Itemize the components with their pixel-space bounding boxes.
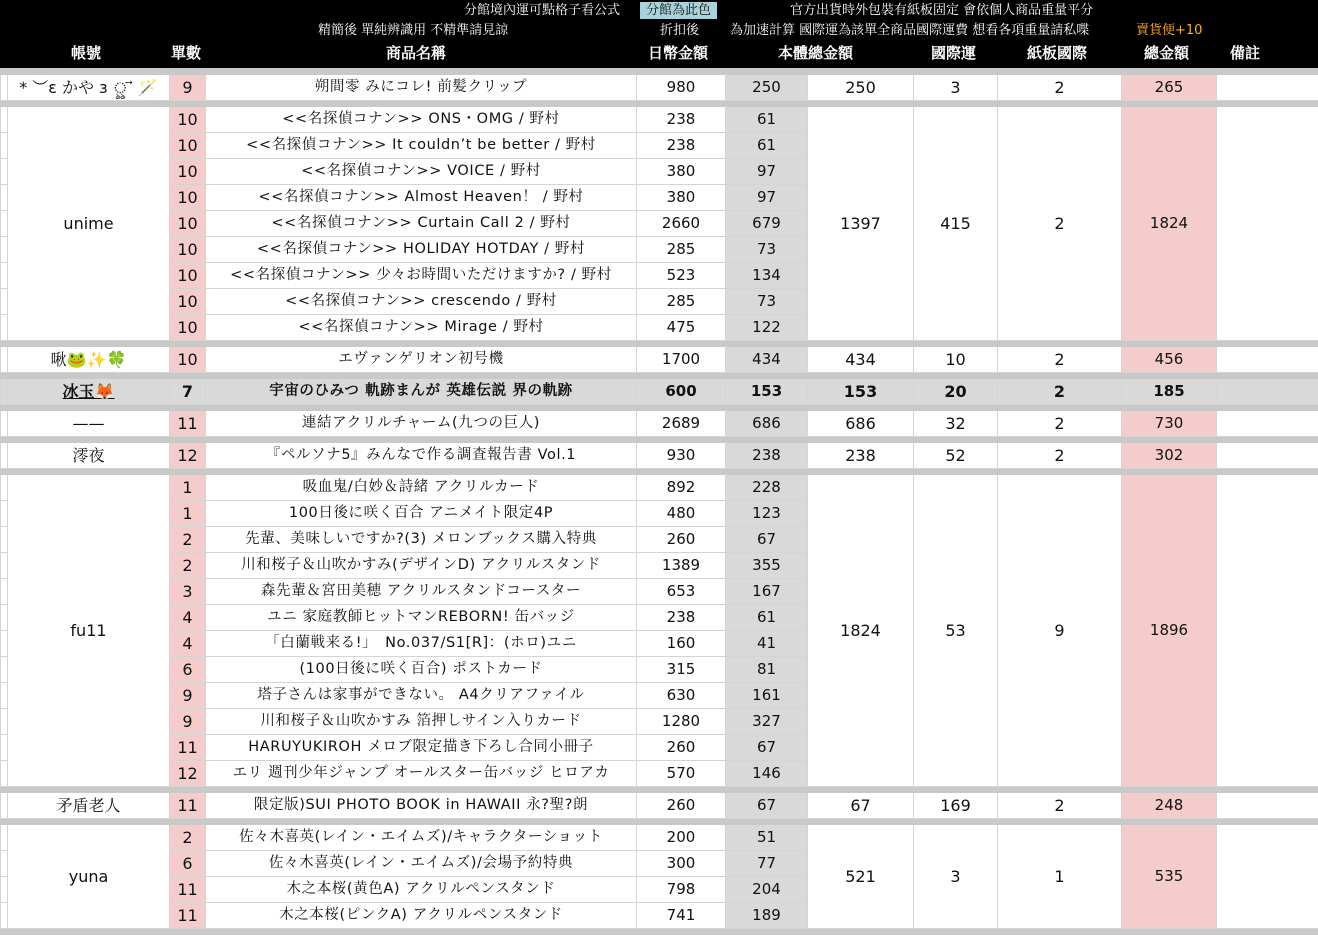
- group-separator: [1, 929, 1318, 935]
- account-name: * ︶ε かや з ৣ ⃗ 🪄: [19, 78, 158, 97]
- item-price-cell[interactable]: 355: [726, 553, 808, 579]
- item-price-cell[interactable]: 167: [726, 579, 808, 605]
- total-amount-cell[interactable]: 302: [1122, 443, 1217, 469]
- row-edge-cell[interactable]: [1, 793, 8, 819]
- body-total-cell[interactable]: 153: [808, 379, 914, 405]
- order-count-cell[interactable]: 11: [170, 411, 206, 437]
- item-price-cell[interactable]: 122: [726, 315, 808, 341]
- total-amount-cell[interactable]: 456: [1122, 347, 1217, 373]
- product-name-cell[interactable]: 100日後に咲く百合 アニメイト限定4P: [206, 501, 637, 527]
- intl-shipping-cell[interactable]: 415: [914, 107, 998, 341]
- jpy-amount-cell[interactable]: 260: [637, 735, 726, 761]
- row-edge-cell[interactable]: [1, 443, 8, 469]
- jpy-amount-cell[interactable]: 160: [637, 631, 726, 657]
- product-name-cell[interactable]: 川和桜子＆山吹かすみ 箔押しサイン入りカード: [206, 709, 637, 735]
- account-cell[interactable]: [8, 475, 170, 787]
- jpy-amount-cell[interactable]: 380: [637, 185, 726, 211]
- product-name-cell[interactable]: 吸血鬼/白妙＆詩緒 アクリルカード: [206, 475, 637, 501]
- jpy-amount-cell[interactable]: 300: [637, 851, 726, 877]
- intl-shipping-cell[interactable]: 10: [914, 347, 998, 373]
- account-cell[interactable]: [8, 411, 170, 437]
- order-count-cell[interactable]: 11: [170, 793, 206, 819]
- jpy-amount-cell[interactable]: 260: [637, 793, 726, 819]
- body-total-cell[interactable]: 250: [808, 75, 914, 101]
- body-total-cell[interactable]: 686: [808, 411, 914, 437]
- product-name-cell[interactable]: 川和桜子＆山吹かすみ(デザインD) アクリルスタンド: [206, 553, 637, 579]
- item-price-cell[interactable]: 73: [726, 289, 808, 315]
- intl-shipping-cell[interactable]: 53: [914, 475, 998, 787]
- item-price-cell[interactable]: 77: [726, 851, 808, 877]
- order-count-cell[interactable]: 9: [170, 75, 206, 101]
- jpy-amount-cell[interactable]: 480: [637, 501, 726, 527]
- account-cell[interactable]: [8, 825, 170, 929]
- order-count-cell[interactable]: 12: [170, 443, 206, 469]
- row-edge-cell[interactable]: [1, 75, 8, 101]
- row-edge-cell[interactable]: [1, 185, 8, 211]
- jpy-amount-cell[interactable]: 285: [637, 289, 726, 315]
- item-price-cell[interactable]: 97: [726, 185, 808, 211]
- row-edge-cell[interactable]: [1, 347, 8, 373]
- total-amount-cell[interactable]: 265: [1122, 75, 1217, 101]
- spreadsheet-grid[interactable]: [0, 68, 1318, 935]
- product-name-cell[interactable]: エリ 週刊少年ジャンプ オールスター缶バッジ ヒロアカ: [206, 761, 637, 787]
- item-price-cell[interactable]: 204: [726, 877, 808, 903]
- account-cell[interactable]: [8, 75, 170, 101]
- note-cell[interactable]: [1217, 379, 1318, 405]
- total-amount-cell[interactable]: 1896: [1122, 475, 1217, 787]
- product-name-cell[interactable]: 佐々木喜英(レイン・エイムズ)/会場予約特典: [206, 851, 637, 877]
- col-header-intl[interactable]: 國際運: [931, 46, 976, 61]
- row-edge-cell[interactable]: [1, 527, 8, 553]
- table-row: [1, 825, 1318, 851]
- board-shipping-cell[interactable]: 2: [998, 75, 1122, 101]
- product-name-cell[interactable]: 連結アクリルチャーム(九つの巨人): [206, 411, 637, 437]
- row-edge-cell[interactable]: [1, 475, 8, 501]
- product-name-cell[interactable]: 木之本桜(ピンクA) アクリルペンスタンド: [206, 903, 637, 929]
- item-price-cell[interactable]: 228: [726, 475, 808, 501]
- item-price-cell[interactable]: 73: [726, 237, 808, 263]
- jpy-amount-cell[interactable]: 653: [637, 579, 726, 605]
- jpy-amount-cell[interactable]: 980: [637, 75, 726, 101]
- order-count-cell[interactable]: 10: [170, 159, 206, 185]
- row-edge-cell[interactable]: [1, 735, 8, 761]
- item-price-cell[interactable]: 153: [726, 379, 808, 405]
- item-price-cell[interactable]: 61: [726, 605, 808, 631]
- jpy-amount-cell[interactable]: 1389: [637, 553, 726, 579]
- board-shipping-cell[interactable]: 9: [998, 475, 1122, 787]
- order-count-cell[interactable]: 3: [170, 579, 206, 605]
- jpy-amount-cell[interactable]: 600: [637, 379, 726, 405]
- total-amount-cell[interactable]: 730: [1122, 411, 1217, 437]
- account-name: yuna: [69, 867, 109, 886]
- order-count-cell[interactable]: 2: [170, 553, 206, 579]
- product-name-cell[interactable]: 木之本桜(黄色A) アクリルペンスタンド: [206, 877, 637, 903]
- order-count-cell[interactable]: 9: [170, 709, 206, 735]
- intl-shipping-cell[interactable]: 3: [914, 825, 998, 929]
- item-price-cell[interactable]: 238: [726, 443, 808, 469]
- board-shipping-cell[interactable]: 2: [998, 107, 1122, 341]
- item-price-cell[interactable]: 189: [726, 903, 808, 929]
- jpy-amount-cell[interactable]: 2660: [637, 211, 726, 237]
- table-row: [1, 411, 1318, 437]
- total-amount-cell[interactable]: 185: [1122, 379, 1217, 405]
- note-cell[interactable]: [1217, 825, 1318, 929]
- row-edge-cell[interactable]: [1, 107, 8, 133]
- col-header-body-total[interactable]: 本體總金額: [778, 46, 853, 61]
- item-price-cell[interactable]: 134: [726, 263, 808, 289]
- table-row: [1, 793, 1318, 819]
- table-row: [1, 443, 1318, 469]
- row-edge-cell[interactable]: [1, 657, 8, 683]
- item-price-cell[interactable]: 123: [726, 501, 808, 527]
- product-name-cell[interactable]: <<名探偵コナン>> VOICE / 野村: [206, 159, 637, 185]
- row-edge-cell[interactable]: [1, 579, 8, 605]
- jpy-amount-cell[interactable]: 285: [637, 237, 726, 263]
- intl-shipping-cell[interactable]: 52: [914, 443, 998, 469]
- row-edge-cell[interactable]: [1, 605, 8, 631]
- jpy-amount-cell[interactable]: 315: [637, 657, 726, 683]
- separator-cell: [1, 929, 1318, 935]
- jpy-amount-cell[interactable]: 200: [637, 825, 726, 851]
- order-count-cell[interactable]: 10: [170, 263, 206, 289]
- row-edge-cell[interactable]: [1, 683, 8, 709]
- total-amount-cell[interactable]: 1824: [1122, 107, 1217, 341]
- note-cell[interactable]: [1217, 107, 1318, 341]
- row-edge-cell[interactable]: [1, 825, 8, 851]
- item-price-cell[interactable]: 434: [726, 347, 808, 373]
- jpy-amount-cell[interactable]: 238: [637, 133, 726, 159]
- jpy-amount-cell[interactable]: 2689: [637, 411, 726, 437]
- jpy-amount-cell[interactable]: 523: [637, 263, 726, 289]
- product-name-cell[interactable]: HARUYUKIROH メロブ限定描き下ろし合同小冊子: [206, 735, 637, 761]
- grid-body: [1, 69, 1318, 935]
- formula-note: 分館境內運可點格子看公式: [464, 4, 620, 17]
- item-price-cell[interactable]: 686: [726, 411, 808, 437]
- product-name-cell[interactable]: <<名探偵コナン>> 少々お時間いただけますか? / 野村: [206, 263, 637, 289]
- intl-shipping-cell[interactable]: 32: [914, 411, 998, 437]
- row-edge-cell[interactable]: [1, 211, 8, 237]
- order-count-cell[interactable]: 11: [170, 877, 206, 903]
- item-price-cell[interactable]: 146: [726, 761, 808, 787]
- account-cell[interactable]: [8, 347, 170, 373]
- product-name-cell[interactable]: 先輩、美味しいですか?(3) メロンブックス購入特典: [206, 527, 637, 553]
- order-count-cell[interactable]: 10: [170, 347, 206, 373]
- order-count-cell[interactable]: 10: [170, 315, 206, 341]
- product-name-cell[interactable]: <<名探偵コナン>> crescendo / 野村: [206, 289, 637, 315]
- item-price-cell[interactable]: 67: [726, 735, 808, 761]
- jpy-amount-cell[interactable]: 798: [637, 877, 726, 903]
- intl-shipping-cell[interactable]: 20: [914, 379, 998, 405]
- product-name-cell[interactable]: (100日後に咲く百合) ポストカード: [206, 657, 637, 683]
- account-name: 矛盾老人: [56, 796, 120, 815]
- body-total-cell[interactable]: 521: [808, 825, 914, 929]
- col-header-total[interactable]: 總金額: [1144, 46, 1189, 61]
- note-cell[interactable]: [1217, 475, 1318, 787]
- jpy-amount-cell[interactable]: 238: [637, 605, 726, 631]
- table-row: [1, 475, 1318, 501]
- body-total-cell[interactable]: 434: [808, 347, 914, 373]
- item-price-cell[interactable]: 61: [726, 107, 808, 133]
- row-edge-cell[interactable]: [1, 411, 8, 437]
- order-count-cell[interactable]: 10: [170, 185, 206, 211]
- order-count-cell[interactable]: 11: [170, 735, 206, 761]
- order-count-cell[interactable]: 10: [170, 211, 206, 237]
- item-price-cell[interactable]: 327: [726, 709, 808, 735]
- product-name-cell[interactable]: 森先輩＆宮田美穂 アクリルスタンドコースター: [206, 579, 637, 605]
- row-edge-cell[interactable]: [1, 631, 8, 657]
- col-header-product[interactable]: 商品名稱: [386, 46, 446, 61]
- board-shipping-cell[interactable]: 2: [998, 443, 1122, 469]
- product-name-cell[interactable]: <<名探偵コナン>> Almost Heaven！ / 野村: [206, 185, 637, 211]
- order-count-cell[interactable]: 1: [170, 475, 206, 501]
- row-edge-cell[interactable]: [1, 237, 8, 263]
- order-count-cell[interactable]: 10: [170, 133, 206, 159]
- order-count-cell[interactable]: 10: [170, 107, 206, 133]
- account-name: 冰玉🦊: [63, 382, 115, 401]
- note-cell[interactable]: [1217, 443, 1318, 469]
- item-price-cell[interactable]: 679: [726, 211, 808, 237]
- table-row: [1, 107, 1318, 133]
- row-edge-cell[interactable]: [1, 761, 8, 787]
- row-edge-cell[interactable]: [1, 903, 8, 929]
- body-total-cell[interactable]: 67: [808, 793, 914, 819]
- order-count-cell[interactable]: 1: [170, 501, 206, 527]
- jpy-amount-cell[interactable]: 380: [637, 159, 726, 185]
- item-price-cell[interactable]: 250: [726, 75, 808, 101]
- account-cell[interactable]: [8, 443, 170, 469]
- board-shipping-cell[interactable]: 2: [998, 347, 1122, 373]
- account-name: 啾🐸✨🍀: [51, 350, 127, 369]
- account-name: fu11: [70, 621, 106, 640]
- product-name-cell[interactable]: 朔間零 みにコレ! 前髪クリップ: [206, 75, 637, 101]
- jpy-amount-cell[interactable]: 570: [637, 761, 726, 787]
- sheet-header: [0, 0, 1318, 68]
- branch-color-legend: 分館為此色: [640, 2, 717, 19]
- table-row: [1, 75, 1318, 101]
- total-amount-cell[interactable]: 535: [1122, 825, 1217, 929]
- note-cell[interactable]: [1217, 75, 1318, 101]
- jpy-amount-cell[interactable]: 741: [637, 903, 726, 929]
- order-count-cell[interactable]: 4: [170, 605, 206, 631]
- account-cell[interactable]: [8, 107, 170, 341]
- order-count-cell[interactable]: 7: [170, 379, 206, 405]
- product-name-cell[interactable]: 宇宙のひみつ 軌跡まんが 英雄伝説 界の軌跡: [206, 379, 637, 405]
- board-shipping-cell[interactable]: 2: [998, 379, 1122, 405]
- board-shipping-cell[interactable]: 1: [998, 825, 1122, 929]
- item-price-cell[interactable]: 61: [726, 133, 808, 159]
- total-amount-cell[interactable]: 248: [1122, 793, 1217, 819]
- order-count-cell[interactable]: 2: [170, 825, 206, 851]
- jpy-amount-cell[interactable]: 630: [637, 683, 726, 709]
- row-edge-cell[interactable]: [1, 263, 8, 289]
- board-shipping-cell[interactable]: 2: [998, 411, 1122, 437]
- product-name-cell[interactable]: <<名探偵コナン>> Mirage / 野村: [206, 315, 637, 341]
- product-name-cell[interactable]: <<名探偵コナン>> ONS・OMG / 野村: [206, 107, 637, 133]
- row-edge-cell[interactable]: [1, 379, 8, 405]
- product-name-cell[interactable]: ユニ 家庭教師ヒットマンREBORN! 缶バッジ: [206, 605, 637, 631]
- col-header-board[interactable]: 紙板國際: [1027, 46, 1087, 61]
- row-edge-cell[interactable]: [1, 159, 8, 185]
- order-count-cell[interactable]: 6: [170, 851, 206, 877]
- jpy-amount-cell[interactable]: 1280: [637, 709, 726, 735]
- col-header-order[interactable]: 單數: [171, 46, 201, 61]
- product-name-cell[interactable]: 限定版)SUI PHOTO BOOK in HAWAII 永?聖?朗: [206, 793, 637, 819]
- item-price-cell[interactable]: 67: [726, 793, 808, 819]
- jpy-amount-cell[interactable]: 1700: [637, 347, 726, 373]
- intl-shipping-cell[interactable]: 3: [914, 75, 998, 101]
- product-name-cell[interactable]: <<名探偵コナン>> Curtain Call 2 / 野村: [206, 211, 637, 237]
- order-count-cell[interactable]: 12: [170, 761, 206, 787]
- product-name-cell[interactable]: 佐々木喜英(レイン・エイムズ)/キャラクターショット: [206, 825, 637, 851]
- row-edge-cell[interactable]: [1, 709, 8, 735]
- jpy-amount-cell[interactable]: 238: [637, 107, 726, 133]
- product-name-cell[interactable]: 『ペルソナ5』みんなで作る調査報告書 Vol.1: [206, 443, 637, 469]
- order-count-cell[interactable]: 4: [170, 631, 206, 657]
- discount-note: 折扣後: [660, 24, 699, 37]
- refine-note: 精簡後 單純辨識用 不精準請見諒: [318, 24, 508, 37]
- item-price-cell[interactable]: 81: [726, 657, 808, 683]
- jpy-amount-cell[interactable]: 930: [637, 443, 726, 469]
- account-name: unime: [63, 214, 113, 233]
- intl-note: 為加速計算 國際運為該單全商品國際運費 想看各項重量請私喋: [730, 24, 1089, 37]
- board-shipping-cell[interactable]: 2: [998, 793, 1122, 819]
- account-cell[interactable]: [8, 379, 170, 405]
- row-edge-cell[interactable]: [1, 315, 8, 341]
- item-price-cell[interactable]: 67: [726, 527, 808, 553]
- product-name-cell[interactable]: 「白蘭戦来る!」 No.037/S1[R]：(ホロ)ユニ: [206, 631, 637, 657]
- body-total-cell[interactable]: 1397: [808, 107, 914, 341]
- fee-note: 賣貨便+10: [1136, 24, 1202, 37]
- body-total-cell[interactable]: 238: [808, 443, 914, 469]
- col-header-note[interactable]: 備註: [1230, 46, 1260, 61]
- order-count-cell[interactable]: 10: [170, 289, 206, 315]
- order-count-cell[interactable]: 6: [170, 657, 206, 683]
- item-price-cell[interactable]: 97: [726, 159, 808, 185]
- order-count-cell[interactable]: 11: [170, 903, 206, 929]
- item-price-cell[interactable]: 41: [726, 631, 808, 657]
- row-edge-cell[interactable]: [1, 501, 8, 527]
- note-cell[interactable]: [1217, 793, 1318, 819]
- product-name-cell[interactable]: <<名探偵コナン>> HOLIDAY HOTDAY / 野村: [206, 237, 637, 263]
- item-price-cell[interactable]: 161: [726, 683, 808, 709]
- order-count-cell[interactable]: 10: [170, 237, 206, 263]
- jpy-amount-cell[interactable]: 475: [637, 315, 726, 341]
- account-cell[interactable]: [8, 793, 170, 819]
- order-count-cell[interactable]: 9: [170, 683, 206, 709]
- note-cell[interactable]: [1217, 411, 1318, 437]
- shipping-note: 官方出貨時外包裝有紙板固定 會依個人商品重量平分: [790, 4, 1093, 17]
- table-row: [1, 379, 1318, 405]
- product-name-cell[interactable]: エヴァンゲリオン初号機: [206, 347, 637, 373]
- product-name-cell[interactable]: 塔子さんは家事ができない。 A4クリアファイル: [206, 683, 637, 709]
- row-edge-cell[interactable]: [1, 289, 8, 315]
- col-header-account[interactable]: 帳號: [71, 46, 101, 61]
- row-edge-cell[interactable]: [1, 133, 8, 159]
- row-edge-cell[interactable]: [1, 553, 8, 579]
- account-name: ——: [73, 414, 105, 433]
- order-count-cell[interactable]: 2: [170, 527, 206, 553]
- item-price-cell[interactable]: 51: [726, 825, 808, 851]
- account-name: 澪夜: [72, 446, 104, 465]
- col-header-jpy[interactable]: 日幣金額: [648, 46, 708, 61]
- jpy-amount-cell[interactable]: 260: [637, 527, 726, 553]
- jpy-amount-cell[interactable]: 892: [637, 475, 726, 501]
- table-row: [1, 347, 1318, 373]
- intl-shipping-cell[interactable]: 169: [914, 793, 998, 819]
- row-edge-cell[interactable]: [1, 851, 8, 877]
- product-name-cell[interactable]: <<名探偵コナン>> It couldn’t be better / 野村: [206, 133, 637, 159]
- note-cell[interactable]: [1217, 347, 1318, 373]
- body-total-cell[interactable]: 1824: [808, 475, 914, 787]
- row-edge-cell[interactable]: [1, 877, 8, 903]
